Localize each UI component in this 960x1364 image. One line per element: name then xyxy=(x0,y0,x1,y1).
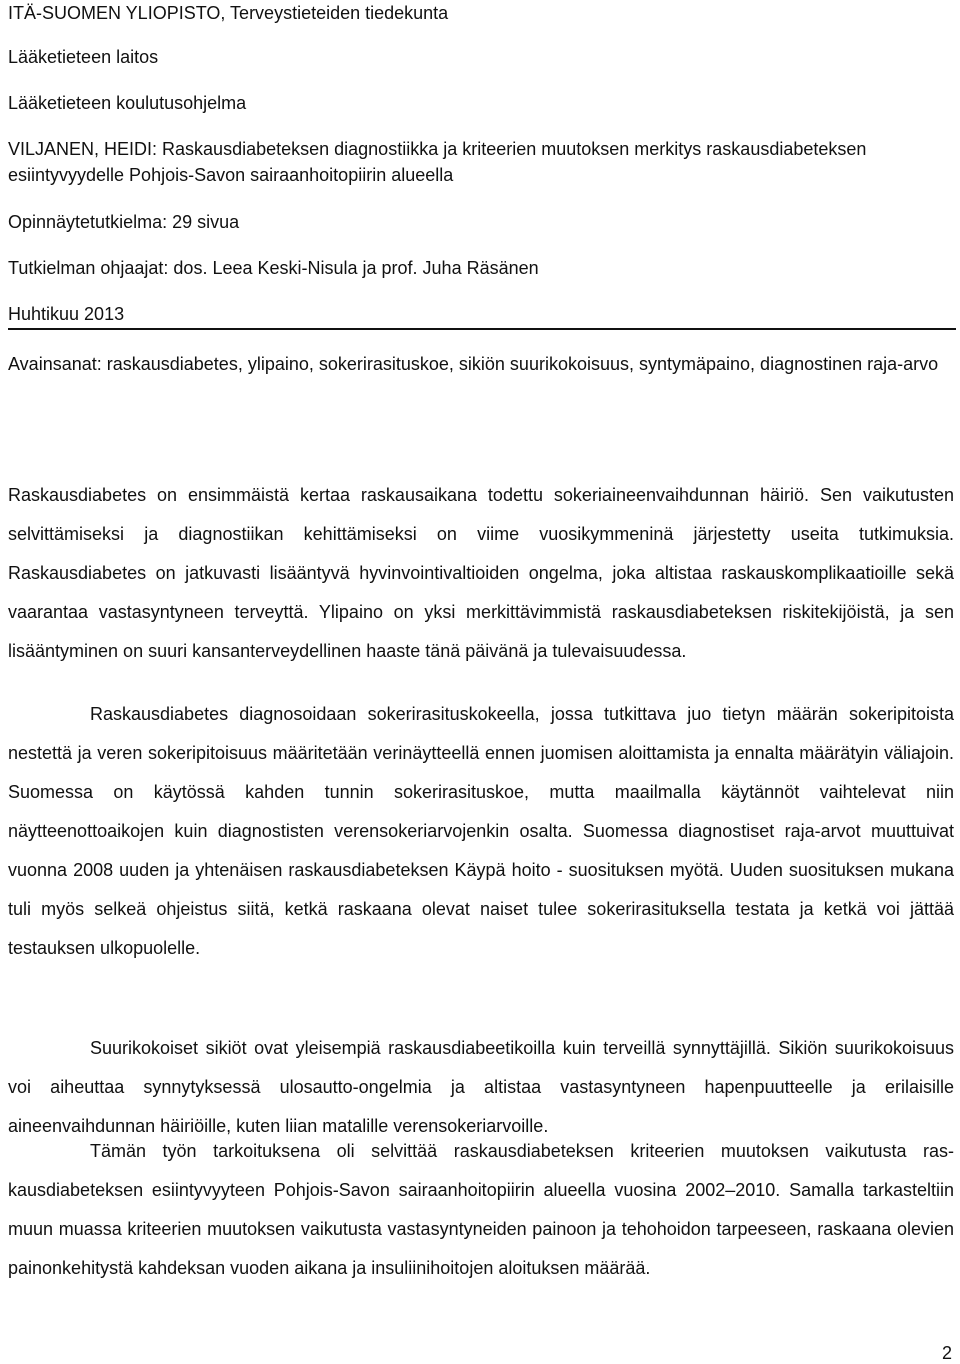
supervisors-line: Tutkielman ohjaajat: dos. Leea Keski-Nisula ja prof. Juha Räsänen xyxy=(8,258,539,278)
abstract-paragraph-3: Suurikokoiset sikiöt ovat yleisempiä raskausdiabeetikoilla kuin terveillä synnyttäjillä. Sikiön suurikokoisuus voi aiheuttaa synnytyksessä ulosautto-ongelmia ja altistaa vastasyntyneen hapenpuutteelle ja erilaisille aineenvaihdunnan häiriöille, kuten liian matalille verensokeriarvoille. xyxy=(8,1038,954,1136)
date-line: Huhtikuu 2013 xyxy=(8,304,125,324)
header-divider xyxy=(8,328,956,330)
author-title-line-1: VILJANEN, HEIDI: Raskausdiabeteksen diagnostiikka ja kriteerien muutoksen merkitys raskausdiabeteksen xyxy=(8,139,867,159)
abstract-paragraph-1: Raskausdiabetes on ensimmäistä kertaa raskausaikana todettu sokeriaineenvaihdunnan häiriö. Sen vaikutusten selvittämiseksi ja diagnostiikan kehittämiseksi on viime vuosikymmeninä järjestetty useita tutkimuksia. Raskausdiabetes on jatkuvasti lisääntyvä hyvinvointivaltioiden ongelma, joka altistaa raskauskomplikaatioille sekä vaarantaa vastasyntyneen terveyttä. Ylipaino on yksi merkittävimmistä raskausdiabeteksen riskitekijöistä, ja sen lisääntyminen on suuri kansanterveydellinen haaste tänä päivänä ja tulevaisuudessa. xyxy=(8,485,954,661)
programme-line: Lääketieteen koulutusohjelma xyxy=(8,93,247,113)
thesis-info-line: Opinnäytetutkielma: 29 sivua xyxy=(8,212,240,232)
page-number: 2 xyxy=(941,1343,952,1363)
keywords: Avainsanat: raskausdiabetes, ylipaino, sokerirasituskoe, sikiön suurikokoisuus, syntymäpaino, diagnostinen raja-arvo xyxy=(8,354,939,374)
university-faculty-line: ITÄ-SUOMEN YLIOPISTO, Terveystieteiden tiedekunta xyxy=(8,3,449,23)
department-line: Lääketieteen laitos xyxy=(8,47,159,67)
abstract-paragraph-4: Tämän työn tarkoituksena oli selvittää raskausdiabeteksen kriteerien muutoksen vaikutusta raskausdiabeteksen esiintyvyyteen Pohjois-Savon sairaanhoitopiirin alueella vuosina 2002–2010. Samalla tarkasteltiin muun muassa kriteerien muutoksen vaikutusta vastasyntyneiden painoon ja tehohoidon tarpeeseen, raskaana olevien painonkehitystä kahdeksan vuoden aikana ja insuliinihoitojen aloituksen määrää. xyxy=(8,1141,954,1278)
author-title-line-2: esiintyvyydelle Pohjois-Savon sairaanhoitopiirin alueella xyxy=(8,165,454,185)
abstract-paragraph-2: Raskausdiabetes diagnosoidaan sokerirasituskokeella, jossa tutkittava juo tietyn määrän sokeripitoista nestettä ja veren sokeripitoisuus määritetään verinäytteellä ennen juomisen aloittamista ja ennalta määrätyin väliajoin. Suomessa on käytössä kahden tunnin sokerirasituskoe, mutta maailmalla käytännöt vaihtelevat niin näytteenottoaikojen kuin diagnostisten verensokeriarvojenkin osalta. Suomessa diagnostiset raja-arvot muuttuivat vuonna 2008 uuden ja yhtenäisen raskausdiabeteksen Käypä hoito - suosituksen myötä. Uuden suosituksen mukana tuli myös selkeä ohjeistus siitä, ketkä raskaana olevat naiset tulee sokerirasituksella testata ja ketkä voi jättää testauksen ulkopuolelle. xyxy=(8,704,954,958)
